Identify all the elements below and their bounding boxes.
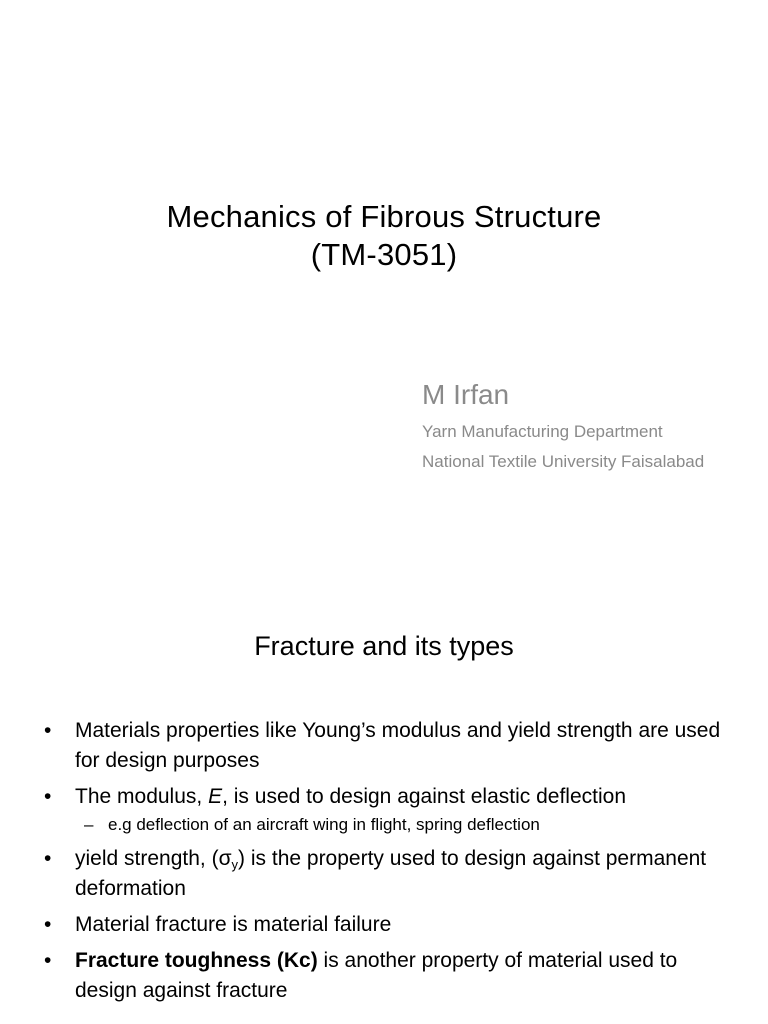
bullet-marker: • bbox=[44, 847, 52, 870]
bullet-item bbox=[44, 716, 744, 776]
content-slide bbox=[0, 576, 768, 1024]
bullet-item bbox=[44, 844, 744, 904]
bullet-marker: • bbox=[44, 913, 52, 936]
slide-title: Fracture and its types bbox=[254, 631, 514, 661]
bullet-text-pre: yield strength, (σ bbox=[75, 847, 232, 870]
bullet-list bbox=[44, 716, 744, 1012]
author-block bbox=[422, 377, 704, 477]
bullet-text-post: is another property of material used to design against fracture bbox=[75, 949, 678, 1002]
author-name: M Irfan bbox=[422, 379, 510, 410]
bullet-item bbox=[44, 782, 744, 812]
bullet-item bbox=[44, 910, 744, 940]
sub-bullet-text: e.g deflection of an aircraft wing in flight, spring deflection bbox=[108, 815, 540, 834]
bullet-text-bold: Fracture toughness (Kc) bbox=[75, 949, 318, 972]
bullet-marker: • bbox=[44, 949, 52, 972]
bullet-text-subscript: y bbox=[231, 857, 239, 872]
bullet-text: Material fracture is material failure bbox=[75, 913, 392, 936]
bullet-text-pre: The modulus, bbox=[75, 785, 209, 808]
bullet-item bbox=[44, 946, 744, 1006]
bullet-text-post: , is used to design against elastic deflection bbox=[222, 785, 627, 808]
author-university: National Textile University Faisalabad bbox=[422, 452, 705, 471]
title-line-2: (TM-3051) bbox=[310, 237, 458, 272]
bullet-text-post: ) is the property used to design against permanent deformation bbox=[75, 847, 707, 900]
sub-bullet-marker: – bbox=[84, 815, 94, 834]
presentation-title bbox=[0, 198, 768, 274]
title-line-1: Mechanics of Fibrous Structure bbox=[166, 199, 602, 234]
author-department: Yarn Manufacturing Department bbox=[422, 422, 663, 441]
bullet-marker: • bbox=[44, 719, 52, 742]
bullet-marker: • bbox=[44, 785, 52, 808]
bullet-text: Materials properties like Young’s modulus and yield strength are used for design purposes bbox=[75, 719, 721, 772]
bullet-text-emphasis: E bbox=[208, 785, 223, 808]
sub-bullet-item bbox=[44, 814, 744, 836]
